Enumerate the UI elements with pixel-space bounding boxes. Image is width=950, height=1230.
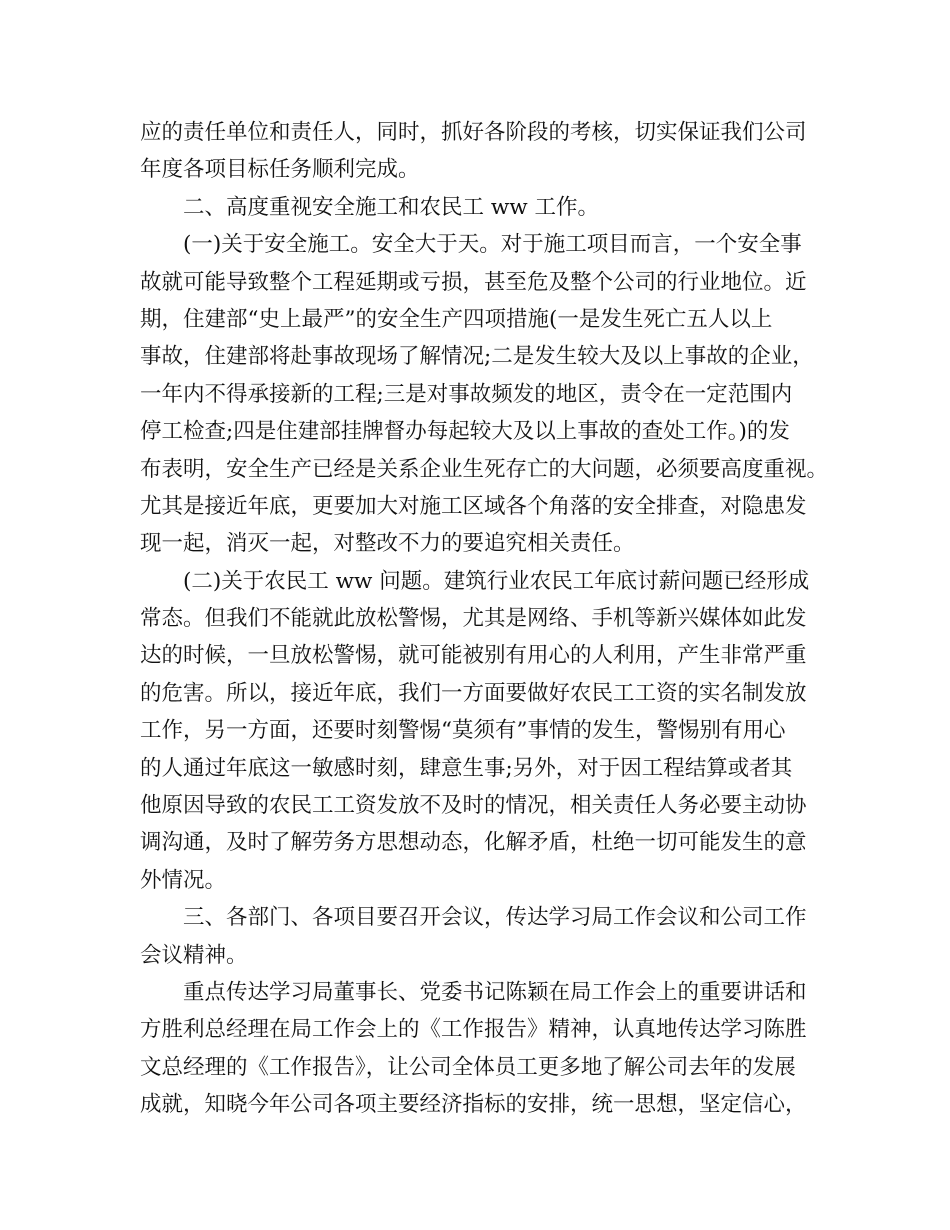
text-line: 二、高度重视安全施工和农民工 ww 工作。	[183, 194, 599, 220]
text-line: 会议精神。	[140, 942, 248, 968]
text-line: 工作，另一方面，还要时刻警惕“莫须有”事情的发生，警惕别有用心	[140, 718, 786, 744]
text-line: 调沟通，及时了解劳务方思想动态，化解矛盾，杜绝一切可能发生的意	[140, 830, 807, 856]
text-line: 期，住建部“史上最严”的安全生产四项措施(一是发生死亡五人以上	[140, 306, 773, 332]
document-body	[140, 114, 830, 1124]
text-line: 常态。但我们不能就此放松警惕，尤其是网络、手机等新兴媒体如此发	[140, 606, 807, 632]
text-line: 外情况。	[140, 867, 227, 893]
text-line: 的危害。所以，接近年底，我们一方面要做好农民工工资的实名制发放	[140, 680, 807, 706]
text-line: 三、各部门、各项目要召开会议，传达学习局工作会议和公司工作	[183, 905, 807, 931]
text-line: 的人通过年底这一敏感时刻，肆意生事;另外，对于因工程结算或者其	[140, 755, 793, 781]
text-line: 年度各项目标任务顺利完成。	[140, 157, 420, 183]
text-line: 尤其是接近年底，更要加大对施工区域各个角落的安全排查，对隐患发	[140, 493, 807, 519]
text-line: 重点传达学习局董事长、党委书记陈颖在局工作会上的重要讲话和	[183, 979, 807, 1005]
text-line: 布表明，安全生产已经是关系企业生死存亡的大问题，必须要高度重视。	[140, 456, 829, 482]
text-line: 方胜利总经理在局工作会上的《工作报告》精神，认真地传达学习陈胜	[140, 1017, 807, 1043]
text-line: (一)关于安全施工。安全大于天。对于施工项目而言，一个安全事	[183, 232, 802, 258]
text-line: 达的时候，一旦放松警惕，就可能被别有用心的人利用，产生非常严重	[140, 643, 807, 669]
text-line: (二)关于农民工 ww 问题。建筑行业农民工年底讨薪问题已经形成	[183, 568, 810, 594]
text-line: 应的责任单位和责任人，同时，抓好各阶段的考核，切实保证我们公司	[140, 120, 807, 145]
text-line: 故就可能导致整个工程延期或亏损，甚至危及整个公司的行业地位。近	[140, 269, 807, 295]
text-line: 停工检查;四是住建部挂牌督办每起较大及以上事故的查处工作。)的发	[140, 419, 790, 445]
text-line: 他原因导致的农民工工资发放不及时的情况，相关责任人务必要主动协	[140, 793, 807, 819]
text-line: 现一起，消灭一起，对整改不力的要追究相关责任。	[140, 531, 635, 557]
text-line: 一年内不得承接新的工程;三是对事故频发的地区，责令在一定范围内	[140, 381, 793, 407]
text-line: 成就，知晓今年公司各项主要经济指标的安排，统一思想，坚定信心，	[140, 1092, 807, 1118]
text-line: 事故，住建部将赴事故现场了解情况;二是发生较大及以上事故的企业，	[140, 344, 814, 370]
text-line: 文总经理的《工作报告》，让公司全体员工更多地了解公司去年的发展	[140, 1054, 796, 1080]
